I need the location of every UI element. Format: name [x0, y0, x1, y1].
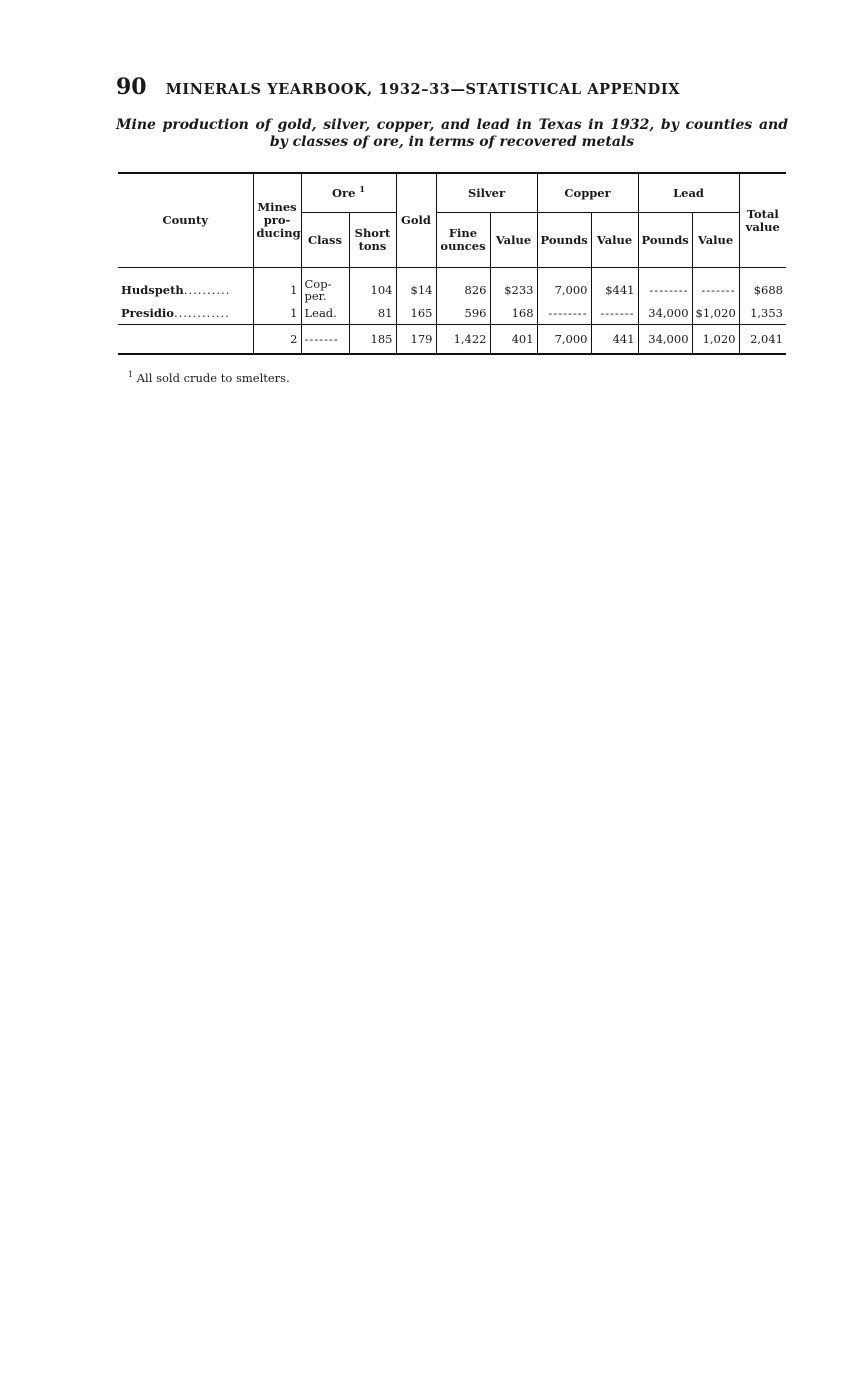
total-copper-pounds-cell: 7,000 [537, 325, 591, 355]
lead-value-cell: $1,020 [692, 302, 739, 325]
total-short-tons-cell: 185 [349, 325, 396, 355]
county-cell [118, 302, 253, 325]
total-lead-pounds-cell: 34,000 [638, 325, 692, 355]
page-number: 90 [116, 74, 147, 100]
copper-pounds-cell: 7,000 [537, 268, 591, 303]
lead-pounds-cell: 34,000 [638, 302, 692, 325]
page-header [116, 74, 756, 100]
col-header-silver-fine-ounces: Fine ounces [436, 213, 490, 268]
county-name: Hudspeth [121, 283, 184, 297]
copper-value-cell: ------- [591, 302, 638, 325]
lead-pounds-cell: -------- [638, 268, 692, 303]
total-silver-ounces-cell: 1,422 [436, 325, 490, 355]
table-caption [116, 117, 788, 151]
col-header-lead: Lead [638, 173, 739, 213]
running-title: MINERALS YEARBOOK, 1932–33—STATISTICAL APPENDIX [165, 81, 681, 98]
short-tons-cell: 104 [349, 268, 396, 303]
footnote [128, 371, 290, 385]
col-header-copper-value: Value [591, 213, 638, 268]
col-header-total-value: Total value [739, 173, 786, 268]
ore-class-cell: Cop- per. [301, 268, 349, 303]
mines-cell: 1 [253, 268, 301, 303]
short-tons-cell: 81 [349, 302, 396, 325]
silver-ounces-cell: 596 [436, 302, 490, 325]
ore-label: Ore [332, 185, 356, 200]
production-table [118, 172, 786, 355]
county-cell [118, 268, 253, 303]
total-ore-class-cell: ------- [301, 325, 349, 355]
footnote-text: All sold crude to smelters. [136, 371, 290, 385]
dot-leader: .......... [183, 283, 231, 297]
col-header-ore [301, 173, 396, 213]
col-header-silver-value: Value [490, 213, 537, 268]
col-header-county: County [118, 173, 253, 268]
gold-cell: 165 [396, 302, 436, 325]
county-name: Presidio [121, 306, 174, 320]
ore-footnote-marker: 1 [359, 183, 365, 194]
table-total-row [118, 325, 786, 355]
col-header-mines-producing: Mines pro- ducing [253, 173, 301, 268]
total-silver-value-cell: 401 [490, 325, 537, 355]
silver-ounces-cell: 826 [436, 268, 490, 303]
footnote-marker: 1 [128, 370, 134, 380]
total-total-value-cell: 2,041 [739, 325, 786, 355]
gold-cell: $14 [396, 268, 436, 303]
copper-value-cell: $441 [591, 268, 638, 303]
col-header-gold: Gold [396, 173, 436, 268]
copper-pounds-cell: -------- [537, 302, 591, 325]
total-value-cell: 1,353 [739, 302, 786, 325]
total-county-cell [118, 325, 253, 355]
table-row [118, 268, 786, 303]
silver-value-cell: $233 [490, 268, 537, 303]
col-header-lead-value: Value [692, 213, 739, 268]
caption-line-1: Mine production of gold, silver, copper, and lead in Texas in 1932, by counties and [116, 117, 788, 133]
col-header-silver: Silver [436, 173, 537, 213]
col-header-ore-class: Class [301, 213, 349, 268]
caption-line-2: by classes of ore, in terms of recovered metals [269, 134, 635, 150]
col-header-lead-pounds: Pounds [638, 213, 692, 268]
silver-value-cell: 168 [490, 302, 537, 325]
lead-value-cell: ------- [692, 268, 739, 303]
col-header-copper: Copper [537, 173, 638, 213]
total-lead-value-cell: 1,020 [692, 325, 739, 355]
total-gold-cell: 179 [396, 325, 436, 355]
col-header-copper-pounds: Pounds [537, 213, 591, 268]
total-copper-value-cell: 441 [591, 325, 638, 355]
mines-cell: 1 [253, 302, 301, 325]
table-row [118, 302, 786, 325]
ore-class-cell: Lead. [301, 302, 349, 325]
dot-leader: ............ [173, 306, 230, 320]
total-mines-cell: 2 [253, 325, 301, 355]
col-header-ore-short-tons: Short tons [349, 213, 396, 268]
total-value-cell: $688 [739, 268, 786, 303]
